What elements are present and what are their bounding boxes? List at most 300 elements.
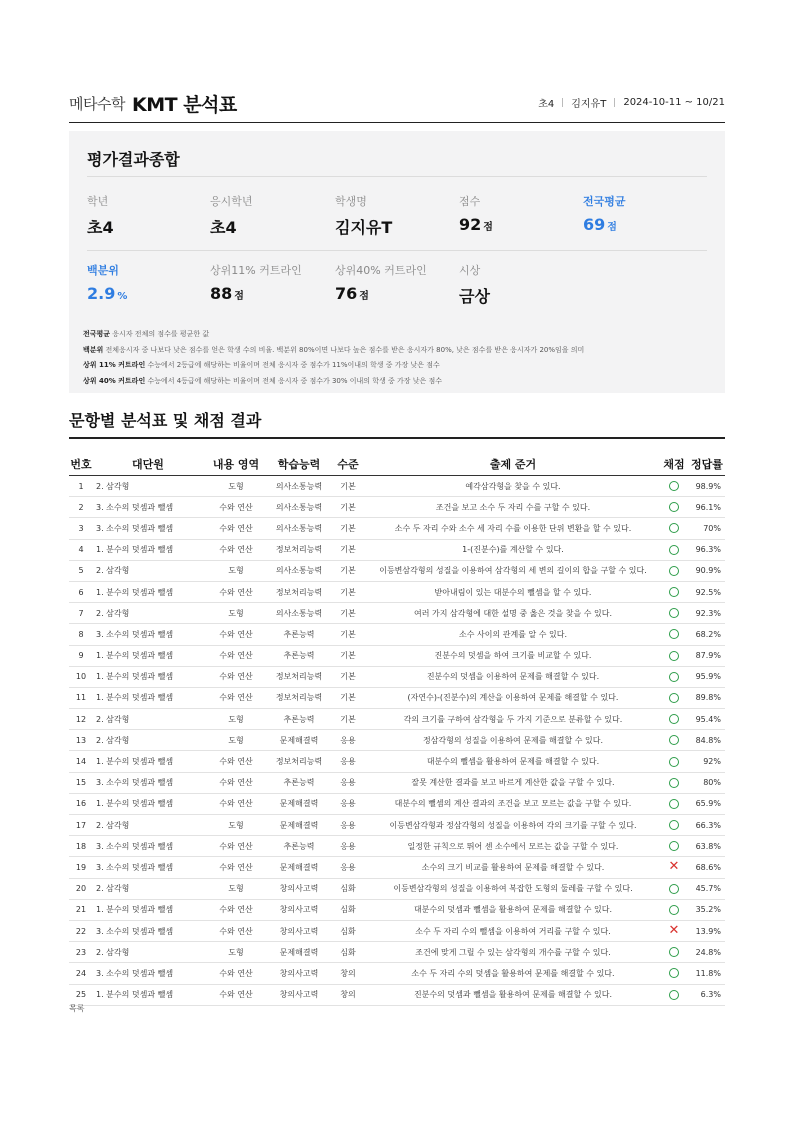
cell-level: 심화 bbox=[329, 878, 367, 899]
note-item: 전국평균 응시자 전체의 점수를 평균한 값 bbox=[83, 330, 210, 338]
cell-area: 수와 연산 bbox=[203, 497, 269, 518]
cell-skill: 정보처리능력 bbox=[269, 666, 329, 687]
cell-no: 18 bbox=[69, 836, 93, 857]
incorrect-icon: ✕ bbox=[668, 923, 680, 939]
cell-mark bbox=[659, 772, 689, 793]
cell-no: 1 bbox=[69, 476, 93, 497]
cell-unit: 2. 삼각형 bbox=[93, 709, 203, 730]
correct-icon bbox=[669, 481, 679, 491]
cell-unit: 3. 소수의 덧셈과 뺄셈 bbox=[93, 857, 203, 878]
table-row bbox=[69, 560, 725, 581]
table-row bbox=[69, 920, 725, 941]
cell-rate: 13.9% bbox=[689, 920, 725, 941]
analysis-table bbox=[69, 453, 725, 1006]
cell-rate: 68.2% bbox=[689, 624, 725, 645]
summary-title: 평가결과종합 bbox=[87, 150, 180, 169]
cell-mark bbox=[659, 603, 689, 624]
cell-level: 기본 bbox=[329, 476, 367, 497]
cell-rate: 66.3% bbox=[689, 815, 725, 836]
summary-label: 상위40% 커트라인 bbox=[335, 264, 427, 277]
cell-mark bbox=[659, 709, 689, 730]
cell-mark bbox=[659, 984, 689, 1005]
cell-criterion: 잘못 계산한 결과를 보고 바르게 계산한 값을 구할 수 있다. bbox=[367, 772, 659, 793]
cell-skill: 정보처리능력 bbox=[269, 751, 329, 772]
summary-value: 88 점 bbox=[210, 284, 244, 303]
cell-mark bbox=[659, 751, 689, 772]
cell-no: 25 bbox=[69, 984, 93, 1005]
cell-unit: 2. 삼각형 bbox=[93, 603, 203, 624]
cell-unit: 2. 삼각형 bbox=[93, 815, 203, 836]
table-row bbox=[69, 751, 725, 772]
cell-unit: 2. 삼각형 bbox=[93, 560, 203, 581]
cell-level: 응용 bbox=[329, 857, 367, 878]
correct-icon bbox=[669, 990, 679, 1000]
cell-mark bbox=[659, 518, 689, 539]
cell-criterion: 대분수의 덧셈과 뺄셈을 활용하여 문제를 해결할 수 있다. bbox=[367, 899, 659, 920]
grade-text: 초4 bbox=[538, 99, 555, 110]
cell-mark bbox=[659, 687, 689, 708]
cell-criterion: 소수 사이의 관계를 알 수 있다. bbox=[367, 624, 659, 645]
col-header-rate: 정답률 bbox=[689, 453, 725, 476]
cell-level: 응용 bbox=[329, 730, 367, 751]
cell-rate: 95.9% bbox=[689, 666, 725, 687]
cell-skill: 추론능력 bbox=[269, 645, 329, 666]
table-row bbox=[69, 899, 725, 920]
note-item: 백분위 전체응시자 중 나보다 낮은 점수를 얻은 학생 수의 비율. 백분위 80%이면 나보다 높은 점수를 받은 응시자가 80%, 낮은 점수를 받은 응시자가 20%임을 의미 bbox=[83, 345, 585, 354]
summary-value: 76 점 bbox=[335, 284, 369, 303]
test-period: 2024-10-11 ~ 10/21 bbox=[623, 97, 725, 108]
cell-mark bbox=[659, 815, 689, 836]
cell-level: 응용 bbox=[329, 751, 367, 772]
correct-icon bbox=[669, 714, 679, 724]
cell-rate: 80% bbox=[689, 772, 725, 793]
correct-icon bbox=[669, 884, 679, 894]
cell-level: 심화 bbox=[329, 942, 367, 963]
cell-criterion: 소수 두 자리 수와 소수 세 자리 수를 이용한 단위 변환을 할 수 있다. bbox=[367, 518, 659, 539]
cell-area: 도형 bbox=[203, 476, 269, 497]
cell-rate: 92.5% bbox=[689, 581, 725, 602]
cell-rate: 96.1% bbox=[689, 497, 725, 518]
cell-no: 20 bbox=[69, 878, 93, 899]
correct-icon bbox=[669, 629, 679, 639]
cell-skill: 의사소통능력 bbox=[269, 476, 329, 497]
cell-unit: 1. 분수의 덧셈과 뺄셈 bbox=[93, 666, 203, 687]
cell-level: 심화 bbox=[329, 920, 367, 941]
summary-value: 69 점 bbox=[583, 215, 617, 234]
cell-mark bbox=[659, 730, 689, 751]
cell-level: 창의 bbox=[329, 963, 367, 984]
table-row bbox=[69, 984, 725, 1005]
cell-level: 기본 bbox=[329, 539, 367, 560]
correct-icon bbox=[669, 502, 679, 512]
cell-level: 기본 bbox=[329, 603, 367, 624]
cell-rate: 92.3% bbox=[689, 603, 725, 624]
table-row bbox=[69, 624, 725, 645]
cell-level: 기본 bbox=[329, 709, 367, 730]
summary-label: 학생명 bbox=[335, 195, 367, 208]
cell-mark bbox=[659, 476, 689, 497]
cell-mark bbox=[659, 624, 689, 645]
cell-skill: 정보처리능력 bbox=[269, 539, 329, 560]
summary-value: 김지유T bbox=[335, 218, 393, 237]
correct-icon bbox=[669, 905, 679, 915]
correct-icon bbox=[669, 735, 679, 745]
table-row bbox=[69, 581, 725, 602]
cell-level: 기본 bbox=[329, 518, 367, 539]
cell-criterion: 조건에 맞게 그릴 수 있는 삼각형의 개수를 구할 수 있다. bbox=[367, 942, 659, 963]
table-row bbox=[69, 857, 725, 878]
cell-no: 10 bbox=[69, 666, 93, 687]
cell-no: 4 bbox=[69, 539, 93, 560]
cell-skill: 창의사고력 bbox=[269, 963, 329, 984]
cell-area: 수와 연산 bbox=[203, 984, 269, 1005]
cell-unit: 1. 분수의 덧셈과 뺄셈 bbox=[93, 645, 203, 666]
col-header-area: 내용 영역 bbox=[203, 453, 269, 476]
cell-no: 19 bbox=[69, 857, 93, 878]
cell-skill: 문제해결력 bbox=[269, 793, 329, 814]
summary-label: 전국평균 bbox=[583, 195, 626, 208]
cell-no: 14 bbox=[69, 751, 93, 772]
cell-criterion: 조건을 보고 소수 두 자리 수를 구할 수 있다. bbox=[367, 497, 659, 518]
cell-unit: 1. 분수의 덧셈과 뺄셈 bbox=[93, 751, 203, 772]
col-header-mark: 채점 bbox=[659, 453, 689, 476]
divider bbox=[87, 250, 707, 251]
summary-grade bbox=[87, 193, 207, 238]
cell-area: 수와 연산 bbox=[203, 963, 269, 984]
correct-icon bbox=[669, 693, 679, 703]
cell-mark bbox=[659, 920, 689, 941]
cell-level: 기본 bbox=[329, 687, 367, 708]
cell-skill: 문제해결력 bbox=[269, 942, 329, 963]
cell-level: 기본 bbox=[329, 645, 367, 666]
cell-mark bbox=[659, 539, 689, 560]
cell-no: 3 bbox=[69, 518, 93, 539]
cell-criterion: 이등변삼각형의 성질을 이용하여 복잡한 도형의 둘레를 구할 수 있다. bbox=[367, 878, 659, 899]
summary-exam-grade bbox=[210, 193, 330, 238]
summary-panel bbox=[69, 131, 725, 393]
note-item: 상위 11% 커트라인 수능에서 2등급에 해당하는 비율이며 전체 응시자 중 점수가 11%이내의 학생 중 가장 낮은 점수 bbox=[83, 361, 440, 369]
summary-value: 초4 bbox=[87, 218, 114, 237]
cell-unit: 3. 소수의 덧셈과 뺄셈 bbox=[93, 772, 203, 793]
cell-criterion: 일정한 규칙으로 뛰어 센 소수에서 모르는 값을 구할 수 있다. bbox=[367, 836, 659, 857]
col-header-number: 번호 bbox=[69, 453, 93, 476]
brand-logo: 메타수학 bbox=[69, 95, 125, 113]
cell-no: 16 bbox=[69, 793, 93, 814]
cell-mark bbox=[659, 666, 689, 687]
cell-area: 수와 연산 bbox=[203, 857, 269, 878]
cell-mark bbox=[659, 497, 689, 518]
cell-no: 5 bbox=[69, 560, 93, 581]
table-row bbox=[69, 497, 725, 518]
col-header-skill: 학습능력 bbox=[269, 453, 329, 476]
table-row bbox=[69, 666, 725, 687]
cell-rate: 24.8% bbox=[689, 942, 725, 963]
cell-rate: 68.6% bbox=[689, 857, 725, 878]
cell-skill: 문제해결력 bbox=[269, 730, 329, 751]
cell-no: 11 bbox=[69, 687, 93, 708]
cell-area: 도형 bbox=[203, 730, 269, 751]
cell-mark bbox=[659, 581, 689, 602]
cell-level: 기본 bbox=[329, 624, 367, 645]
cell-skill: 추론능력 bbox=[269, 709, 329, 730]
cell-level: 심화 bbox=[329, 899, 367, 920]
table-row bbox=[69, 793, 725, 814]
summary-label: 응시학년 bbox=[210, 195, 253, 208]
cell-rate: 92% bbox=[689, 751, 725, 772]
cell-area: 수와 연산 bbox=[203, 666, 269, 687]
summary-value: 초4 bbox=[210, 218, 237, 237]
cell-rate: 98.9% bbox=[689, 476, 725, 497]
summary-value: 2.9 % bbox=[87, 284, 128, 303]
cell-unit: 3. 소수의 덧셈과 뺄셈 bbox=[93, 624, 203, 645]
cell-rate: 90.9% bbox=[689, 560, 725, 581]
summary-label: 학년 bbox=[87, 195, 109, 208]
cell-no: 13 bbox=[69, 730, 93, 751]
footer-list-label: 목록 bbox=[69, 1004, 85, 1013]
divider bbox=[69, 437, 725, 439]
summary-score bbox=[459, 193, 579, 234]
cell-level: 기본 bbox=[329, 560, 367, 581]
cell-rate: 95.4% bbox=[689, 709, 725, 730]
cell-skill: 창의사고력 bbox=[269, 899, 329, 920]
summary-notes bbox=[83, 327, 584, 389]
cell-area: 수와 연산 bbox=[203, 899, 269, 920]
cell-area: 수와 연산 bbox=[203, 920, 269, 941]
cell-skill: 정보처리능력 bbox=[269, 687, 329, 708]
cell-area: 수와 연산 bbox=[203, 539, 269, 560]
cell-no: 7 bbox=[69, 603, 93, 624]
correct-icon bbox=[669, 820, 679, 830]
cell-skill: 추론능력 bbox=[269, 836, 329, 857]
cell-no: 6 bbox=[69, 581, 93, 602]
cell-area: 수와 연산 bbox=[203, 772, 269, 793]
cell-unit: 3. 소수의 덧셈과 뺄셈 bbox=[93, 518, 203, 539]
cell-skill: 추론능력 bbox=[269, 624, 329, 645]
cell-unit: 3. 소수의 덧셈과 뺄셈 bbox=[93, 920, 203, 941]
cell-area: 수와 연산 bbox=[203, 518, 269, 539]
cell-mark bbox=[659, 942, 689, 963]
correct-icon bbox=[669, 545, 679, 555]
cell-unit: 2. 삼각형 bbox=[93, 730, 203, 751]
correct-icon bbox=[669, 523, 679, 533]
summary-national-average bbox=[583, 193, 703, 234]
summary-student-name bbox=[335, 193, 455, 238]
cell-unit: 1. 분수의 덧셈과 뺄셈 bbox=[93, 581, 203, 602]
cell-no: 8 bbox=[69, 624, 93, 645]
cell-rate: 70% bbox=[689, 518, 725, 539]
cell-no: 22 bbox=[69, 920, 93, 941]
document-title: KMT 분석표 bbox=[132, 94, 237, 116]
cell-no: 23 bbox=[69, 942, 93, 963]
cell-criterion: 각의 크기를 구하여 삼각형을 두 가지 기준으로 분류할 수 있다. bbox=[367, 709, 659, 730]
cell-mark bbox=[659, 836, 689, 857]
cell-unit: 3. 소수의 덧셈과 뺄셈 bbox=[93, 836, 203, 857]
table-row bbox=[69, 539, 725, 560]
cell-no: 24 bbox=[69, 963, 93, 984]
summary-value: 92 점 bbox=[459, 215, 493, 234]
correct-icon bbox=[669, 587, 679, 597]
correct-icon bbox=[669, 651, 679, 661]
cell-level: 응용 bbox=[329, 836, 367, 857]
cell-level: 응용 bbox=[329, 815, 367, 836]
cell-skill: 문제해결력 bbox=[269, 857, 329, 878]
summary-top40-cutline bbox=[335, 262, 455, 303]
cell-criterion: 소수의 크기 비교를 활용하여 문제를 해결할 수 있다. bbox=[367, 857, 659, 878]
summary-label: 점수 bbox=[459, 195, 481, 208]
cell-area: 수와 연산 bbox=[203, 793, 269, 814]
summary-award bbox=[459, 262, 579, 307]
cell-skill: 의사소통능력 bbox=[269, 497, 329, 518]
cell-mark bbox=[659, 793, 689, 814]
cell-criterion: 이등변삼각형의 성질을 이용하여 삼각형의 세 변의 길이의 합을 구할 수 있다. bbox=[367, 560, 659, 581]
cell-no: 17 bbox=[69, 815, 93, 836]
cell-unit: 2. 삼각형 bbox=[93, 878, 203, 899]
table-row bbox=[69, 942, 725, 963]
cell-area: 수와 연산 bbox=[203, 624, 269, 645]
cell-unit: 2. 삼각형 bbox=[93, 942, 203, 963]
cell-mark bbox=[659, 857, 689, 878]
cell-unit: 1. 분수의 덧셈과 뺄셈 bbox=[93, 984, 203, 1005]
cell-criterion: (자연수)-(진분수)의 계산을 이용하여 문제를 해결할 수 있다. bbox=[367, 687, 659, 708]
cell-skill: 의사소통능력 bbox=[269, 603, 329, 624]
cell-area: 수와 연산 bbox=[203, 836, 269, 857]
cell-level: 응용 bbox=[329, 772, 367, 793]
cell-skill: 추론능력 bbox=[269, 772, 329, 793]
cell-criterion: 정삼각형의 성질을 이용하여 문제를 해결할 수 있다. bbox=[367, 730, 659, 751]
divider bbox=[562, 98, 563, 107]
cell-rate: 87.9% bbox=[689, 645, 725, 666]
cell-skill: 정보처리능력 bbox=[269, 581, 329, 602]
table-row bbox=[69, 709, 725, 730]
cell-rate: 65.9% bbox=[689, 793, 725, 814]
cell-unit: 3. 소수의 덧셈과 뺄셈 bbox=[93, 963, 203, 984]
table-row bbox=[69, 963, 725, 984]
cell-level: 응용 bbox=[329, 793, 367, 814]
cell-unit: 3. 소수의 덧셈과 뺄셈 bbox=[93, 497, 203, 518]
cell-criterion: 1-(진분수)를 계산할 수 있다. bbox=[367, 539, 659, 560]
cell-rate: 45.7% bbox=[689, 878, 725, 899]
table-row bbox=[69, 687, 725, 708]
correct-icon bbox=[669, 841, 679, 851]
cell-no: 2 bbox=[69, 497, 93, 518]
cell-area: 도형 bbox=[203, 560, 269, 581]
table-row bbox=[69, 772, 725, 793]
summary-percentile bbox=[87, 262, 207, 303]
cell-skill: 창의사고력 bbox=[269, 920, 329, 941]
summary-label: 시상 bbox=[459, 264, 481, 277]
cell-rate: 6.3% bbox=[689, 984, 725, 1005]
table-row bbox=[69, 878, 725, 899]
cell-skill: 의사소통능력 bbox=[269, 560, 329, 581]
table-row bbox=[69, 815, 725, 836]
cell-skill: 의사소통능력 bbox=[269, 518, 329, 539]
summary-top11-cutline bbox=[210, 262, 330, 303]
cell-mark bbox=[659, 645, 689, 666]
cell-mark bbox=[659, 878, 689, 899]
summary-value: 금상 bbox=[459, 287, 490, 306]
col-header-unit: 대단원 bbox=[93, 453, 203, 476]
cell-area: 도형 bbox=[203, 878, 269, 899]
cell-level: 기본 bbox=[329, 581, 367, 602]
cell-area: 도형 bbox=[203, 815, 269, 836]
cell-mark bbox=[659, 963, 689, 984]
cell-area: 수와 연산 bbox=[203, 687, 269, 708]
cell-mark bbox=[659, 899, 689, 920]
cell-area: 도형 bbox=[203, 603, 269, 624]
cell-unit: 1. 분수의 덧셈과 뺄셈 bbox=[93, 687, 203, 708]
cell-unit: 1. 분수의 덧셈과 뺄셈 bbox=[93, 793, 203, 814]
cell-area: 도형 bbox=[203, 709, 269, 730]
correct-icon bbox=[669, 672, 679, 682]
divider bbox=[87, 176, 707, 177]
cell-criterion: 진분수의 덧셈을 이용하여 문제를 해결할 수 있다. bbox=[367, 666, 659, 687]
col-header-level: 수준 bbox=[329, 453, 367, 476]
note-item: 상위 40% 커트라인 수능에서 4등급에 해당하는 비율이며 전체 응시자 중 점수가 30% 이내의 학생 중 가장 낮은 점수 bbox=[83, 376, 443, 385]
cell-rate: 89.8% bbox=[689, 687, 725, 708]
cell-rate: 84.8% bbox=[689, 730, 725, 751]
table-row bbox=[69, 730, 725, 751]
cell-criterion: 대분수의 뺄셈의 계산 결과의 조건을 보고 모르는 값을 구할 수 있다. bbox=[367, 793, 659, 814]
correct-icon bbox=[669, 947, 679, 957]
cell-area: 수와 연산 bbox=[203, 645, 269, 666]
table-row bbox=[69, 518, 725, 539]
correct-icon bbox=[669, 968, 679, 978]
cell-unit: 2. 삼각형 bbox=[93, 476, 203, 497]
header-meta bbox=[538, 95, 725, 110]
cell-criterion: 여러 가지 삼각형에 대한 설명 중 옳은 것을 찾을 수 있다. bbox=[367, 603, 659, 624]
cell-no: 9 bbox=[69, 645, 93, 666]
cell-no: 15 bbox=[69, 772, 93, 793]
cell-criterion: 소수 두 자리 수의 뺄셈을 이용하여 거리를 구할 수 있다. bbox=[367, 920, 659, 941]
correct-icon bbox=[669, 757, 679, 767]
col-header-criterion: 출제 준거 bbox=[367, 453, 659, 476]
cell-rate: 96.3% bbox=[689, 539, 725, 560]
cell-criterion: 이등변삼각형과 정삼각형의 성질을 이용하여 각의 크기를 구할 수 있다. bbox=[367, 815, 659, 836]
cell-unit: 1. 분수의 덧셈과 뺄셈 bbox=[93, 899, 203, 920]
cell-area: 도형 bbox=[203, 942, 269, 963]
table-row bbox=[69, 645, 725, 666]
cell-level: 창의 bbox=[329, 984, 367, 1005]
table-header-row bbox=[69, 453, 725, 476]
cell-criterion: 진분수의 덧셈을 하여 크기를 비교할 수 있다. bbox=[367, 645, 659, 666]
cell-criterion: 소수 두 자리 수의 덧셈을 활용하여 문제를 해결할 수 있다. bbox=[367, 963, 659, 984]
cell-skill: 문제해결력 bbox=[269, 815, 329, 836]
cell-rate: 11.8% bbox=[689, 963, 725, 984]
divider bbox=[614, 98, 615, 107]
incorrect-icon: ✕ bbox=[668, 859, 680, 875]
correct-icon bbox=[669, 566, 679, 576]
table-row bbox=[69, 476, 725, 497]
cell-criterion: 진분수의 덧셈과 뺄셈을 활용하여 문제를 해결할 수 있다. bbox=[367, 984, 659, 1005]
section-title: 문항별 분석표 및 채점 결과 bbox=[69, 411, 262, 430]
table-row bbox=[69, 603, 725, 624]
correct-icon bbox=[669, 778, 679, 788]
cell-area: 수와 연산 bbox=[203, 751, 269, 772]
summary-label: 백분위 bbox=[87, 264, 119, 277]
cell-no: 12 bbox=[69, 709, 93, 730]
cell-criterion: 받아내림이 있는 대분수의 뺄셈을 할 수 있다. bbox=[367, 581, 659, 602]
cell-area: 수와 연산 bbox=[203, 581, 269, 602]
cell-skill: 창의사고력 bbox=[269, 878, 329, 899]
cell-rate: 35.2% bbox=[689, 899, 725, 920]
page-header bbox=[69, 88, 725, 123]
cell-criterion: 대분수의 뺄셈을 활용하여 문제를 해결할 수 있다. bbox=[367, 751, 659, 772]
cell-rate: 63.8% bbox=[689, 836, 725, 857]
correct-icon bbox=[669, 799, 679, 809]
cell-skill: 창의사고력 bbox=[269, 984, 329, 1005]
cell-criterion: 예각삼각형을 찾을 수 있다. bbox=[367, 476, 659, 497]
student-name: 김지유T bbox=[571, 99, 607, 110]
